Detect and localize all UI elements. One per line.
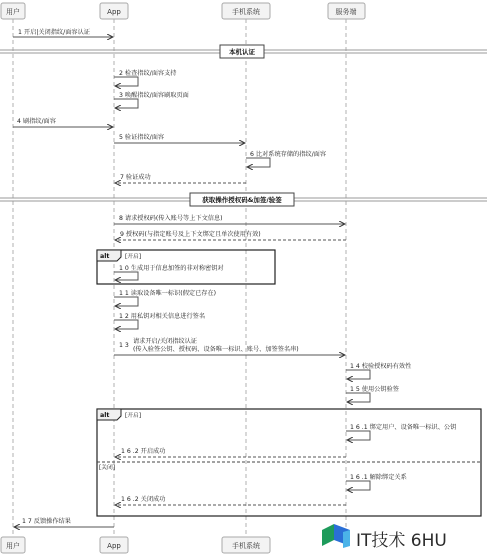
msg-16-2a-label: 1 6 .2 开启成功 [121, 448, 166, 455]
msg-2-label: 2 检查指纹/面容支持 [119, 70, 177, 77]
msg-10-arrow [114, 272, 138, 280]
msg-4-label: 4 刷指纹/面容 [17, 118, 56, 125]
msg-3-arrow [114, 99, 138, 108]
msg-10-label: 1 0 生成用于信息加签的非对称密钥对 [119, 265, 224, 272]
msg-17-label: 1 7 反馈操作结果 [22, 518, 71, 525]
alt-keyword: alt [100, 253, 110, 260]
msg-1-label: 1 开启|关闭指纹/面容认证 [18, 29, 90, 36]
msg-9-label: 9 授权码(与指定账号及上下文绑定且单次使用有效) [120, 231, 261, 238]
participant-label: 手机系统 [232, 542, 260, 550]
msg-13-number: 1 3 [119, 342, 129, 349]
participant-app-top [100, 3, 128, 19]
msg-16-1a-label: 1 6 .1 绑定用户、设备唯一标识、公钥 [350, 424, 457, 431]
alt-guard: [开启] [125, 254, 142, 260]
participant-app-bottom [100, 537, 128, 553]
msg-7-label: 7 验证成功 [120, 174, 151, 181]
section-local-auth [0, 45, 487, 58]
msg-6-arrow [246, 158, 270, 167]
participant-label: App [107, 8, 121, 16]
participant-label: 用户 [6, 8, 20, 16]
participant-system-top [222, 3, 270, 19]
watermark-text: IT技术 6HU [356, 531, 447, 551]
msg-12-label: 1 2 用私钥对相关信息进行签名 [119, 313, 206, 320]
participant-user-bottom [1, 537, 25, 553]
msg-2-arrow [114, 77, 138, 86]
msg-13-label-line1: 请求开启/关闭指纹认证 [133, 338, 197, 345]
msg-13-label-line2: (传入验签公钥、授权码、设备唯一标识、账号、加签签名串) [133, 346, 299, 353]
participant-user-top [1, 3, 25, 19]
participant-server-top [328, 3, 365, 19]
msg-14-label: 1 4 校验授权码有效性 [350, 363, 412, 370]
msg-16-1a-arrow [346, 431, 370, 440]
participant-label: 手机系统 [232, 8, 260, 16]
participant-label: App [107, 542, 121, 550]
msg-3-label: 3 唤醒指纹/面容刷取页面 [119, 92, 189, 99]
msg-14-arrow [346, 370, 370, 379]
msg-6-label: 6 比对系统存储的指纹/面容 [250, 151, 327, 158]
alt-guard-close: [关闭] [99, 465, 116, 471]
watermark-logo [322, 524, 447, 551]
msg-8-label: 8 请求授权码(传入账号等上下文信息) [119, 215, 223, 222]
watermark-icon [322, 524, 350, 548]
msg-16-2b-label: 1 6 .2 关闭成功 [121, 496, 166, 503]
msg-15-arrow [346, 393, 370, 402]
msg-11-label: 1 1 读取设备唯一标识(假定已存在) [119, 290, 217, 297]
msg-12-arrow [114, 320, 138, 329]
section-get-code [0, 193, 487, 206]
participant-label: 服务端 [335, 8, 357, 16]
msg-16-1b-arrow [346, 481, 370, 490]
msg-11-arrow [114, 297, 138, 306]
participant-system-bottom [222, 537, 270, 553]
msg-5-label: 5 验证指纹/面容 [119, 134, 165, 141]
alt-guard-open: [开启] [125, 413, 142, 419]
participant-label: 用户 [6, 542, 20, 550]
msg-16-1b-label: 1 6 .1 解除绑定关系 [350, 474, 407, 481]
section-title: 本机认证 [229, 48, 255, 56]
alt-keyword: alt [100, 412, 110, 419]
section-title: 获取操作授权码&加签/验签 [202, 196, 282, 204]
msg-15-label: 1 5 使用公钥验签 [350, 386, 399, 393]
